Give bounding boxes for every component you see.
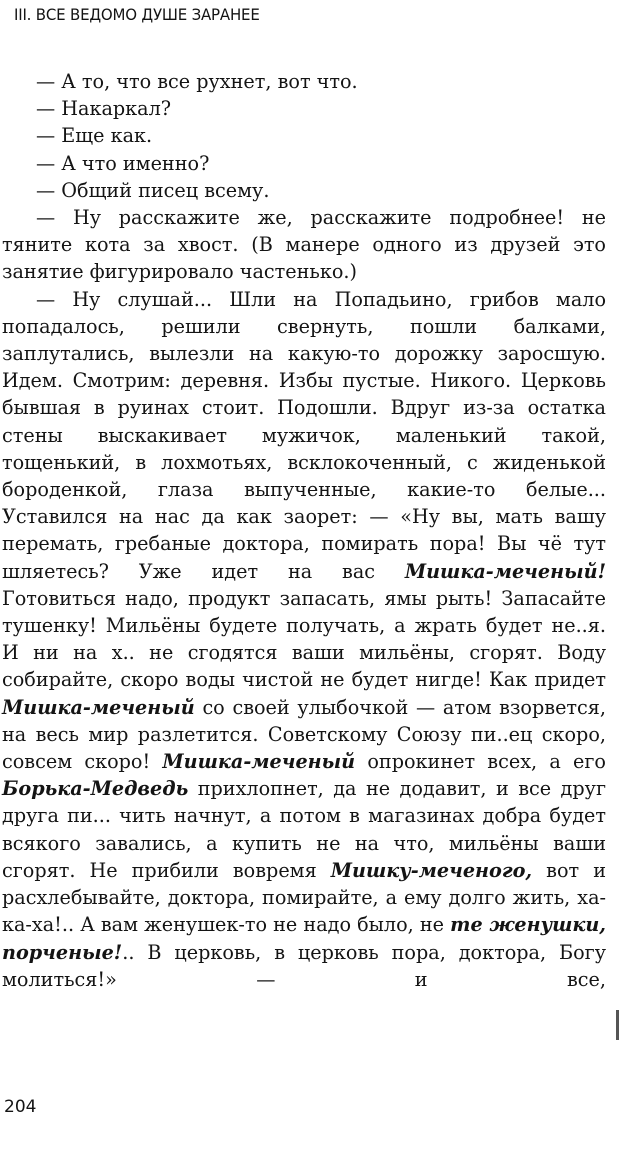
emphasis-text: Мишка-меченый! [404,559,606,583]
body-text [2,68,606,993]
paragraph: — Ну расскажите же, расскажите подробнее! не тяните кота за хвост. (В манере одного из друзей это занятие фигурировало частенько.) [2,206,606,284]
emphasis-text: Мишку-меченого, [330,858,533,882]
text-run: Готовиться надо, продукт запасать, ямы рыть! Запасайте тушенку! Мильёны будете получать, а жрать будет не..я. И ни на х.. не сгодятся ваши мильёны, сгорят. Воду собирайте, скоро воды чистой не будет нигде! Как придет [2,586,606,692]
text-run: вот и расхлебывайте, доктора, помирайте, а ему долго жить, ха-ка-ха!.. А вам женушек-то не надо было, не [2,858,606,937]
paragraph-story [2,286,606,993]
paragraph: — А что именно? [36,151,210,175]
text-run: со своей улыбочкой — атом взорвется, на весь мир разлетится. Советскому Союзу пи..ец скоро, совсем скоро! [2,695,606,774]
emphasis-text: Борька-Медведь [2,777,189,801]
paragraph: — А то, что все рухнет, вот что. [36,70,358,93]
paragraph: — Еще как. [36,124,153,148]
paragraph: — Накаркал? [36,97,172,121]
emphasis-text: те женушки, порченые! [2,913,606,964]
emphasis-text: Мишка-меченый [162,750,356,774]
text-run: .. В церковь, в церковь пора, доктора, Богу молиться!» — и все, [2,940,606,991]
running-header: III. ВСЕ ВЕДОМО ДУШЕ ЗАРАНЕЕ [14,5,260,25]
text-run: — Ну слушай... Шли на Попадьино, грибов мало попадалось, решили свернуть, пошли балками, заплутались, вылезли на какую-то дорожку заросшую. Идем. Смотрим: деревня. Избы пустые. Никого. Церковь бывшая в руинах стоит. Подошли. Вдруг из-за остатка стены выскакивает мужичок, маленький такой, тощенький, в лохмотьях, всклокоченный, с жиденькой бороденкой, глаза выпученные, какие-то белые... Уставился на нас да как заорет: — «Ну вы, мать вашу перемать, гребаные доктора, помирать пора! Вы чё тут шляетесь? Уже идет на вас [2,287,606,583]
text-run: прихлопнет, да не додавит, и все друг друга пи... чить начнут, а потом в магазинах добра будет всякого завались, а купить не на что, мильёны ваши сгорят. Не прибили вовремя [2,777,606,882]
text-run: опрокинет всех, а его [355,750,606,774]
page-number: 204 [4,1097,37,1117]
emphasis-text: Мишка-меченый [2,695,195,719]
paragraph: — Общий писец всему. [36,178,270,202]
page-edge-mark [616,1010,619,1040]
